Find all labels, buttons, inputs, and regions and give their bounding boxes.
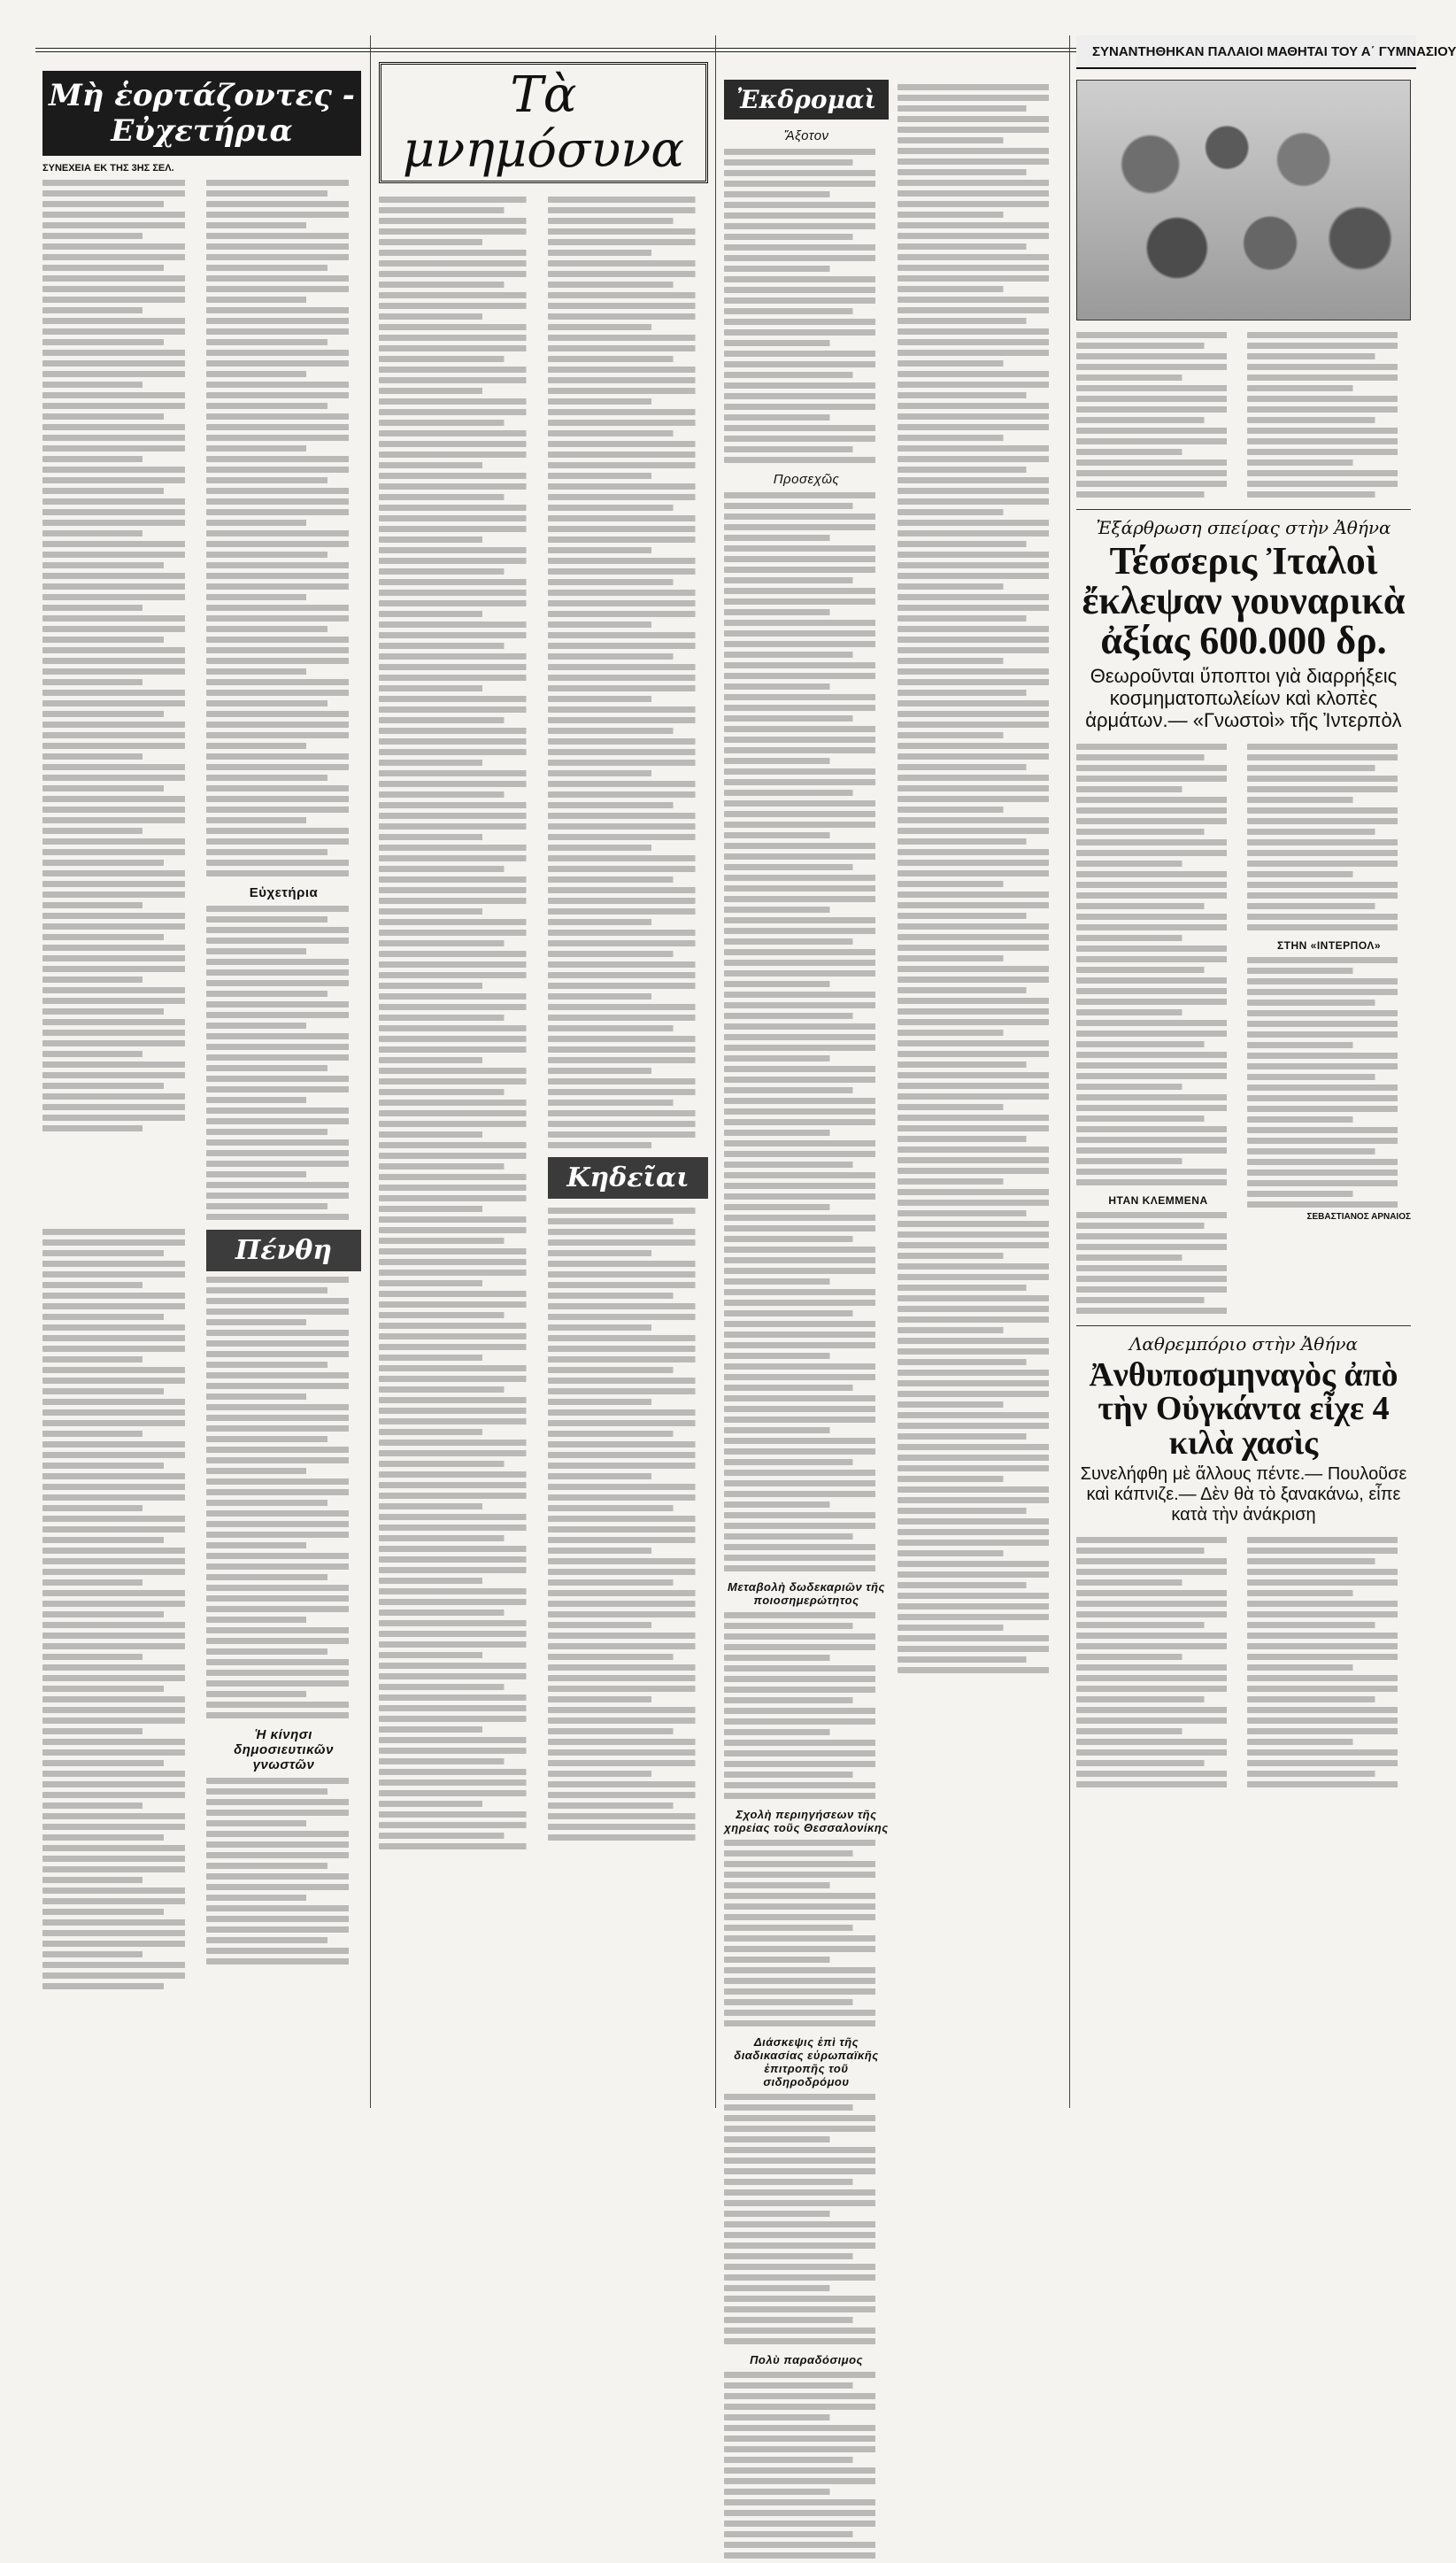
subhead-prosechos: Προσεχῶς xyxy=(773,472,840,487)
subhead-poly: Πολὺ παραδόσιμος xyxy=(750,2353,863,2366)
caption-block-a xyxy=(1076,328,1240,502)
headline-uganda: Ἀνθυποσμηναγὸς ἀπὸ τὴν Οὐγκάντα εἶχε 4 κιλὰ χασὶς xyxy=(1089,1355,1398,1463)
text-block-4d xyxy=(1247,1532,1411,1792)
euchetiria-banner: Μὴ ἑορτάζοντες - Εὐχετήρια xyxy=(42,71,361,156)
text-block-4b xyxy=(1247,739,1411,1318)
top-strip-headline: ΣΥΝΑΝΤΗΘΗΚΑΝ ΠΑΛΑΙΟΙ ΜΑΘΗΤΑΙ ΤΟΥ Α΄ ΓΥΜΝΑΣΙΟΥ xyxy=(1076,35,1416,69)
text-block-2a xyxy=(379,192,539,1854)
text-block-1e xyxy=(206,1778,361,1965)
subhead-kinisi: Ἡ κίνησι δημοσιευτικῶν γνωστῶν xyxy=(234,1727,334,1772)
column-rule-2 xyxy=(715,35,716,2108)
deck-uganda: Συνελήφθη μὲ ἄλλους πέντε.— Πουλοῦσε καὶ κάπνιζε.— Δὲν θὰ τὸ ξανακάνω, εἶπε κατὰ τὴν ἀνάκριση xyxy=(1080,1463,1407,1525)
text-block-3d xyxy=(724,1840,889,2026)
caption-block-b xyxy=(1247,328,1411,502)
text-block-3f xyxy=(724,2372,889,2559)
column-rule-3 xyxy=(1069,35,1070,2108)
byline: ΣΕΒΑΣΤΙΑΝΟΣ ΑΡΝΑΙΟΣ xyxy=(1306,1211,1411,1222)
subhead-metavoli: Μεταβολὴ δωδεκαριῶν τῆς ποιοσημερώτητος xyxy=(728,1580,885,1607)
column-mnimosyna xyxy=(379,62,708,2099)
kideiai-banner: Κηδεῖαι xyxy=(548,1157,708,1199)
reunion-photo xyxy=(1076,80,1411,320)
column-euchetiria xyxy=(42,71,361,2099)
text-block-1d xyxy=(206,1277,361,1718)
divider-1 xyxy=(1076,509,1411,510)
deck-italians: Θεωροῦνται ὕποπτοι γιὰ διαρρήξεις κοσμηματοπωλείων καὶ κλοπὲς ἁρμάτων.— «Γνωστοὶ» τῆς Ἰντερπὸλ xyxy=(1085,664,1402,732)
pentha-banner: Πένθη xyxy=(206,1230,361,1271)
kicker-italians: Ἐξάρθρωση σπείρας στὴν Ἀθήνα xyxy=(1096,517,1391,538)
column-ekdromai xyxy=(724,80,1062,2366)
ekdromai-banner: Ἐκδρομαὶ xyxy=(724,80,889,120)
text-block-2b xyxy=(548,192,708,1854)
column-rule-1 xyxy=(370,35,371,2108)
subhead-kleimmena: ΗΤΑΝ ΚΛΕΜΜΕΝΑ xyxy=(1108,1193,1208,1207)
headline-italians: Τέσσερις Ἰταλοὶ ἔκλεψαν γουναρικὰ ἀξίας 600.000 δρ. xyxy=(1082,539,1406,662)
text-block-3b xyxy=(724,492,889,1571)
text-block-3e xyxy=(724,2094,889,2344)
text-block-3g xyxy=(897,80,1062,2563)
mnimosyna-title-box xyxy=(379,62,708,183)
divider-2 xyxy=(1076,1325,1411,1326)
text-block-1b xyxy=(206,175,361,1224)
column-news xyxy=(1076,74,1411,2099)
subhead-scholi: Σχολὴ περιηγήσεων τῆς χηρείας τοῦς Θεσσαλονίκης xyxy=(724,1808,889,1834)
text-block-4a xyxy=(1076,739,1240,1318)
subhead-axoton: Ἄξοτον xyxy=(783,128,829,143)
text-block-1a xyxy=(42,175,197,1224)
subhead-diaskepsi: Διάσκεψις ἐπὶ τῆς διαδικασίας εὐρωπαϊκῆς ἐπιτροπῆς τοῦ σιδηροδρόμου xyxy=(734,2035,879,2088)
text-block-3c xyxy=(724,1612,889,1799)
text-block-3a xyxy=(724,149,889,463)
kicker-uganda: Λαθρεμπόριο στὴν Ἀθήνα xyxy=(1129,1332,1358,1355)
mnimosyna-title: Τὰ μνημόσυνα xyxy=(402,66,685,179)
continued-note: ΣΥΝΕΧΕΙΑ ΕΚ ΤΗΣ 3ΗΣ ΣΕΛ. xyxy=(42,163,174,174)
subhead-interpol: ΣΤΗΝ «ΙΝΤΕΡΠΟΛ» xyxy=(1276,938,1382,952)
text-block-1c xyxy=(42,1224,197,1994)
subhead-euchetiria: Εὐχετήρια xyxy=(249,885,319,900)
text-block-4c xyxy=(1076,1532,1240,1792)
